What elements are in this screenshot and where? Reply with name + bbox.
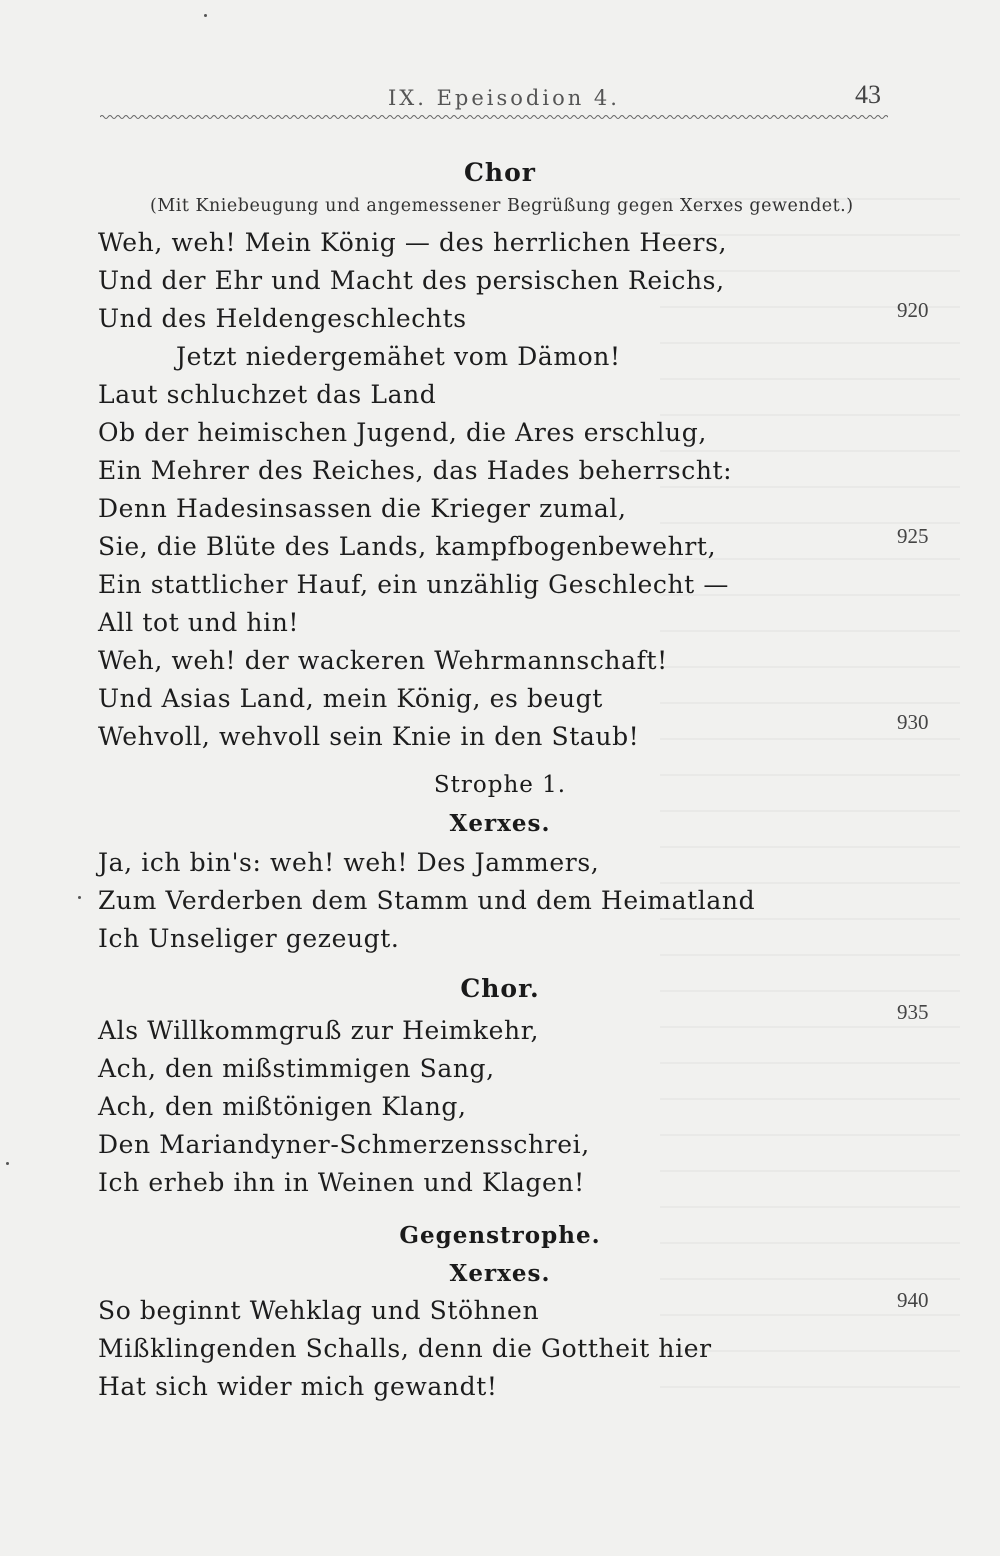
verse-line: Hat sich wider mich gewandt! xyxy=(98,1372,498,1401)
verse-line: Zum Verderben dem Stamm und dem Heimatland xyxy=(98,886,756,915)
verse-line: All tot und hin! xyxy=(98,608,300,637)
speaker-heading-chor: Chor xyxy=(464,158,536,187)
section-heading-gegenstrophe: Gegenstrophe. xyxy=(399,1222,601,1249)
verse-line: Ja, ich bin's: weh! weh! Des Jammers, xyxy=(98,848,600,877)
verse-line: Ob der heimischen Jugend, die Ares erschlug, xyxy=(98,418,707,447)
verse-line: Sie, die Blüte des Lands, kampfbogenbewehrt, xyxy=(98,532,717,561)
verse-line: Jetzt niedergemähet vom Dämon! xyxy=(176,342,621,371)
speaker-heading-xerxes: Xerxes. xyxy=(449,1260,551,1287)
verse-line: Ach, den mißtönigen Klang, xyxy=(98,1092,467,1121)
speaker-heading-xerxes: Xerxes. xyxy=(449,810,551,837)
line-number: 930 xyxy=(897,710,929,734)
line-number: 925 xyxy=(897,524,929,548)
line-number: 935 xyxy=(897,1000,929,1024)
verse-line: Ein Mehrer des Reiches, das Hades beherrscht: xyxy=(98,456,733,485)
page-number: 43 xyxy=(855,80,881,109)
verse-line: Mißklingenden Schalls, denn die Gottheit hier xyxy=(98,1334,712,1363)
paper-speck xyxy=(78,896,81,899)
speaker-heading-chor: Chor. xyxy=(460,974,540,1003)
verse-line: Weh, weh! der wackeren Wehrmannschaft! xyxy=(98,646,668,675)
paper-speck xyxy=(204,14,207,17)
line-number: 920 xyxy=(897,298,929,322)
verse-line: Denn Hadesinsassen die Krieger zumal, xyxy=(98,494,627,523)
running-head: IX. Epeisodion 4. xyxy=(388,86,620,110)
verse-line: Und Asias Land, mein König, es beugt xyxy=(98,684,603,713)
verse-line: Ach, den mißstimmigen Sang, xyxy=(98,1054,495,1083)
line-number: 940 xyxy=(897,1288,929,1312)
stage-direction: (Mit Kniebeugung und angemessener Begrüßung gegen Xerxes gewendet.) xyxy=(150,196,854,216)
wavy-header-rule xyxy=(100,112,888,122)
section-heading-strophe: Strophe 1. xyxy=(433,772,567,798)
page-header xyxy=(0,0,1000,130)
verse-line: Weh, weh! Mein König — des herrlichen Heers, xyxy=(98,228,728,257)
verse-line: Ich erheb ihn in Weinen und Klagen! xyxy=(98,1168,585,1197)
verse-line: Laut schluchzet das Land xyxy=(98,380,437,409)
verse-line: Und des Heldengeschlechts xyxy=(98,304,467,333)
verse-line: Wehvoll, wehvoll sein Knie in den Staub! xyxy=(98,722,640,751)
paper-speck xyxy=(6,1162,9,1165)
verse-line: Ich Unseliger gezeugt. xyxy=(98,924,400,953)
verse-line: Ein stattlicher Hauf, ein unzählig Geschlecht — xyxy=(98,570,729,599)
verse-line: Als Willkommgruß zur Heimkehr, xyxy=(98,1016,540,1045)
verse-line: Den Mariandyner-Schmerzensschrei, xyxy=(98,1130,590,1159)
verse-line: Und der Ehr und Macht des persischen Reichs, xyxy=(98,266,725,295)
verse-line: So beginnt Wehklag und Stöhnen xyxy=(98,1296,540,1325)
